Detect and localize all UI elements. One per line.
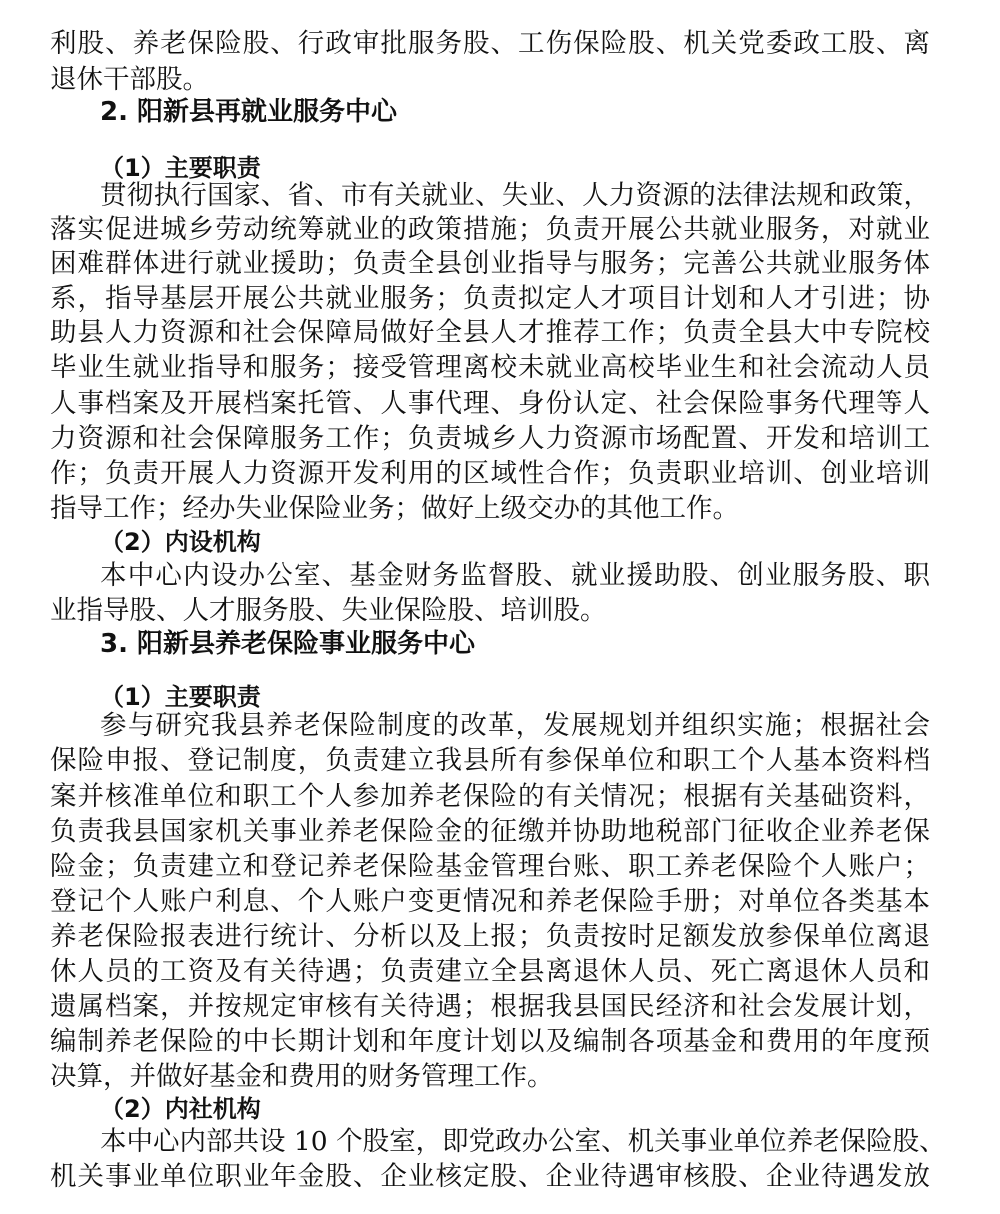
paragraph-line: 休人员的工资及有关待遇；负责建立全县离退休人员、死亡离退休人员和 (50, 956, 930, 987)
paragraph-line: 险金；负责建立和登记养老保险基金管理台账、职工养老保险个人账户； (50, 851, 930, 882)
paragraph-line: 指导工作；经办失业保险业务；做好上级交办的其他工作。 (50, 493, 739, 524)
paragraph-line: 遗属档案，并按规定审核有关待遇；根据我县国民经济和社会发展计划， (50, 991, 930, 1022)
paragraph-line: 毕业生就业指导和服务；接受管理离校未就业高校毕业生和社会流动人员 (50, 352, 930, 383)
subsection-heading: （2）内设机构 (100, 528, 261, 556)
paragraph-line: 参与研究我县养老保险制度的改革，发展规划并组织实施；根据社会 (100, 710, 930, 741)
subsection-heading: （1）主要职责 (100, 154, 261, 182)
paragraph-line: 退休干部股。 (50, 64, 209, 95)
paragraph-line: 养老保险报表进行统计、分析以及上报；负责按时足额发放参保单位离退 (50, 921, 930, 952)
paragraph-line: 贯彻执行国家、省、市有关就业、失业、人力资源的法律法规和政策， (100, 180, 930, 211)
paragraph-line: 困难群体进行就业援助；负责全县创业指导与服务；完善公共就业服务体 (50, 248, 930, 279)
section-title: 2. 阳新县再就业服务中心 (100, 97, 398, 127)
paragraph-line: 助县人力资源和社会保障局做好全县人才推荐工作；负责全县大中专院校 (50, 317, 930, 348)
paragraph-line: 业指导股、人才服务股、失业保险股、培训股。 (50, 595, 607, 626)
subsection-heading: （2）内社机构 (100, 1095, 261, 1123)
paragraph-line: 本中心内设办公室、基金财务监督股、就业援助股、创业服务股、职 (100, 560, 930, 591)
paragraph-line: 登记个人账户利息、个人账户变更情况和养老保险手册；对单位各类基本 (50, 886, 930, 917)
paragraph-line: 人事档案及开展档案托管、人事代理、身份认定、社会保险事务代理等人 (50, 388, 930, 419)
subsection-heading: （1）主要职责 (100, 683, 261, 711)
paragraph-line: 保险申报、登记制度，负责建立我县所有参保单位和职工个人基本资料档 (50, 745, 930, 776)
paragraph-line: 落实促进城乡劳动统筹就业的政策措施；负责开展公共就业服务，对就业 (50, 214, 930, 245)
paragraph-line: 利股、养老保险股、行政审批服务股、工伤保险股、机关党委政工股、离 (50, 28, 930, 59)
paragraph-line: 决算，并做好基金和费用的财务管理工作。 (50, 1061, 554, 1092)
paragraph-line: 机关事业单位职业年金股、企业核定股、企业待遇审核股、企业待遇发放 (50, 1161, 930, 1192)
paragraph-line: 作；负责开展人力资源开发利用的区域性合作；负责职业培训、创业培训 (50, 458, 930, 489)
paragraph-line: 案并核准单位和职工个人参加养老保险的有关情况；根据有关基础资料， (50, 781, 930, 812)
paragraph-line: 本中心内部共设 10 个股室，即党政办公室、机关事业单位养老保险股、 (100, 1126, 946, 1157)
paragraph-line: 负责我县国家机关事业养老保险金的征缴并协助地税部门征收企业养老保 (50, 816, 930, 847)
paragraph-line: 系，指导基层开展公共就业服务；负责拟定人才项目计划和人才引进；协 (50, 283, 930, 314)
section-title: 3. 阳新县养老保险事业服务中心 (100, 629, 476, 659)
paragraph-line: 力资源和社会保障服务工作；负责城乡人力资源市场配置、开发和培训工 (50, 423, 930, 454)
paragraph-line: 编制养老保险的中长期计划和年度计划以及编制各项基金和费用的年度预 (50, 1026, 930, 1057)
